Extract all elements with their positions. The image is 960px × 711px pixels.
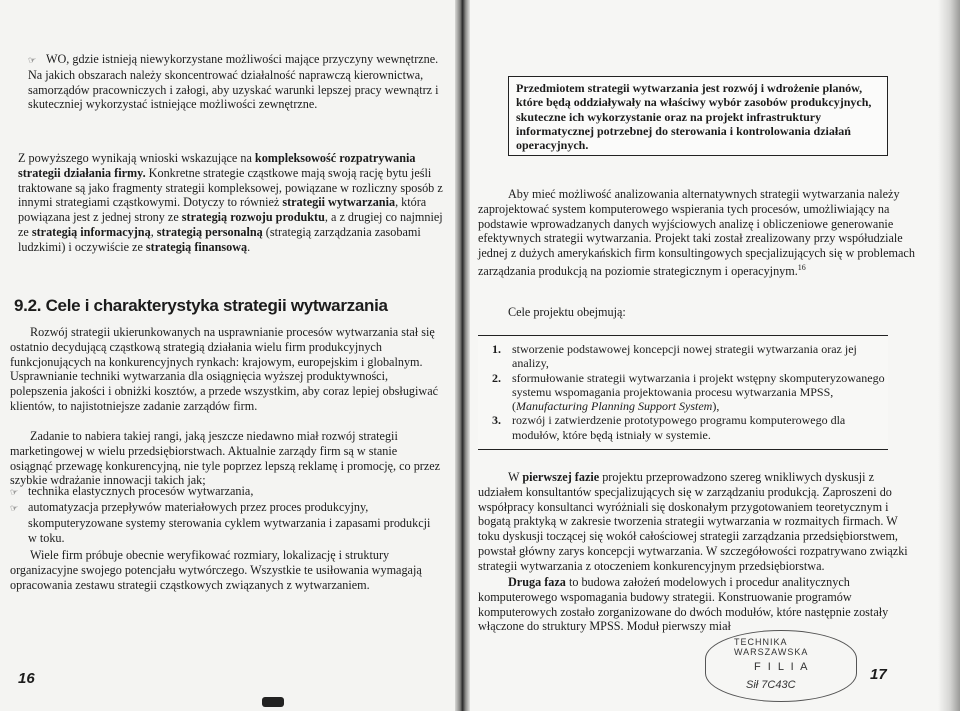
paragraph-conclusion: Z powyższego wynikają wnioski wskazujące na kompleksowość rozpatrywania strategii działania firmy. Konkretne strategie cząstkowe mają swoją rację bytu jeśli traktowane są jako fragmenty strategii kompleksowej, powiązane w rozliczny sposób z innymi strategiami cząstkowymi. Dotyczy to również strategii wytwarzania, która powiązana jest z jednej strony ze strategią rozwoju produktu, a z drugiej co najmniej ze strategią informacyjną, strategią personalną (strategią zarządzania zasobami ludzkimi) i oczywiście ze strategią finansową. bbox=[18, 151, 443, 254]
list-item: 3. rozwój i zatwierdzenie prototypowego programu komputerowego dla modułów, które będą istniały w systemie. bbox=[492, 413, 846, 442]
paragraph-goals: Cele projektu obejmują: bbox=[508, 305, 626, 319]
arrow-bullet-icon bbox=[10, 517, 28, 532]
arrow-bullet-icon: ☞ bbox=[10, 502, 18, 513]
bullet-wo: ☞ WO, gdzie istnieją niewykorzystane możliwości mające przyczyny wewnętrzne. Na jakich obszarach należy skoncentrować działalność naprawczą kierownictwa, samorządów pracowniczych i załogi, aby uzyskać warunki lepszej pracy wewnątrz i skuteczniej wykorzystać istniejące możliwości zewnętrzne. bbox=[28, 52, 439, 112]
paragraph-first-phase: W pierwszej fazie projektu przeprowadzono szereg wnikliwych dyskusji z udziałem konsultantów specjalizujących się w zarządzaniu produkcją. Zaproszeni do współpracy konsultanci wyróżniali się doskonałym przygotowaniem teoretycznym i bogatą praktyką w zakresie tworzenia strategii wytwarzania w rozmaitych firmach. W toku dyskusji toczącej się wokół całościowej strategii zarządzania przedsiębiorstwem, powstał główny zarys koncepcji wytwarzania. W szczegółowości rozpatrywano związki strategii wytwarzania z otoczeniem konkurencyjnym przedsiębiorstwa. bbox=[478, 470, 908, 573]
right-page bbox=[470, 0, 960, 711]
paragraph-task: Zadanie to nabiera takiej rangi, jaką jeszcze niedawno miał rozwój strategii marketingowej w wielu przedsiębiorstwach. Aktualnie zarządy firm są w stanie osiągnąć przewagę konkurencyjną, nie tyle poprzez lepszą reklamę i promocję, co przez szybkie wdrażanie innowacji takich jak; bbox=[10, 429, 441, 488]
paragraph-development: Rozwój strategii ukierunkowanych na usprawnianie procesów wytwarzania stał się ostatnio decydującą cząstkową strategią działania wielu firm produkcyjnych funkcjonujących na konkurencyjnych rynkach: krajowym, europejskim i globalnym. Usprawnianie techniki wytwarzania dla osiągnięcia wyższej produktywności, polepszenia jakości i obniżki kosztów, a przede wszystkim, aby coraz lepiej obsługiwać klientów, to najistotniejsze zadanie zarządów firm. bbox=[10, 325, 439, 413]
goals-list-box bbox=[478, 335, 888, 450]
page-number-left: 16 bbox=[18, 670, 35, 687]
list-item: ☞ technika elastycznych procesów wytwarzania, bbox=[10, 484, 254, 498]
arrow-bullet-icon: ☞ bbox=[10, 487, 18, 497]
list-item: ☞ automatyzacja przepływów materiałowych przez proces produkcyjny, bbox=[10, 499, 369, 514]
page-edge bbox=[938, 0, 960, 711]
library-stamp: TECHNIKA WARSZAWSKA F I L I A Sił 7C43C bbox=[705, 630, 857, 702]
scan-mark bbox=[262, 697, 284, 707]
paragraph-analysis: Aby mieć możliwość analizowania alternatywnych strategii wytwarzania należy zaprojektować system komputerowego wspierania tych procesów, umożliwiający na podstawie wprowadzanych danych wyjściowych analizę i obliczeniowe generowanie efektywnych strategii wytwarzania. Projekt taki został zrealizowany przy współudziale jednej z dużych amerykańskich firm konsultingowych specjalizujących się w problemach zarządzania produkcją na poziomie strategicznym i operacyjnym.$^{16}$ bbox=[478, 187, 915, 279]
arrow-bullet-icon: ☞ bbox=[28, 55, 36, 65]
section-heading: 9.2. Cele i charakterystyka strategii wytwarzania bbox=[14, 296, 388, 315]
paragraph-second-phase: Druga faza to budowa założeń modelowych i procedur analitycznych komputerowego wspomagania budowy strategii. Konstruowanie programów komputerowych zostało zorganizowane do dwóch modułów, które następnie zostały włączone do struktury MPSS. Moduł pierwszy miał bbox=[478, 575, 889, 634]
definition-box: Przedmiotem strategii wytwarzania jest rozwój i wdrożenie planów, które będą oddziaływały na właściwy wybór zasobów produkcyjnych, skuteczne ich wykorzystanie oraz na projekt infrastruktury informatycznej potrzebnej do sterowania i kontrolowania działań operacyjnych. bbox=[508, 76, 888, 156]
innovation-list bbox=[10, 484, 442, 546]
book-gutter bbox=[455, 0, 470, 711]
goals-list bbox=[478, 342, 888, 442]
left-page bbox=[0, 0, 455, 711]
list-item: skomputeryzowane systemy sterowania cyklem wytwarzania i zapasami produkcji w toku. bbox=[10, 516, 442, 547]
list-item: 1. stworzenie podstawowej koncepcji nowej strategii wytwarzania oraz jej analizy, bbox=[492, 342, 857, 371]
paragraph-many-firms: Wiele firm próbuje obecnie weryfikować rozmiary, lokalizację i struktury organizacyjne swojego potencjału wytwórczego. Wszystkie te usiłowania wymagają opracowania zestawu strategii cząstkowych związanych z wytwarzaniem. bbox=[10, 548, 422, 592]
page-number-right: 17 bbox=[870, 666, 887, 683]
list-item: 2. sformułowanie strategii wytwarzania i projekt wstępny skomputeryzowanego systemu wspomagania projektowania procesu wytwarzania MPSS, (Manufacturing Planning Support System), bbox=[492, 370, 885, 414]
